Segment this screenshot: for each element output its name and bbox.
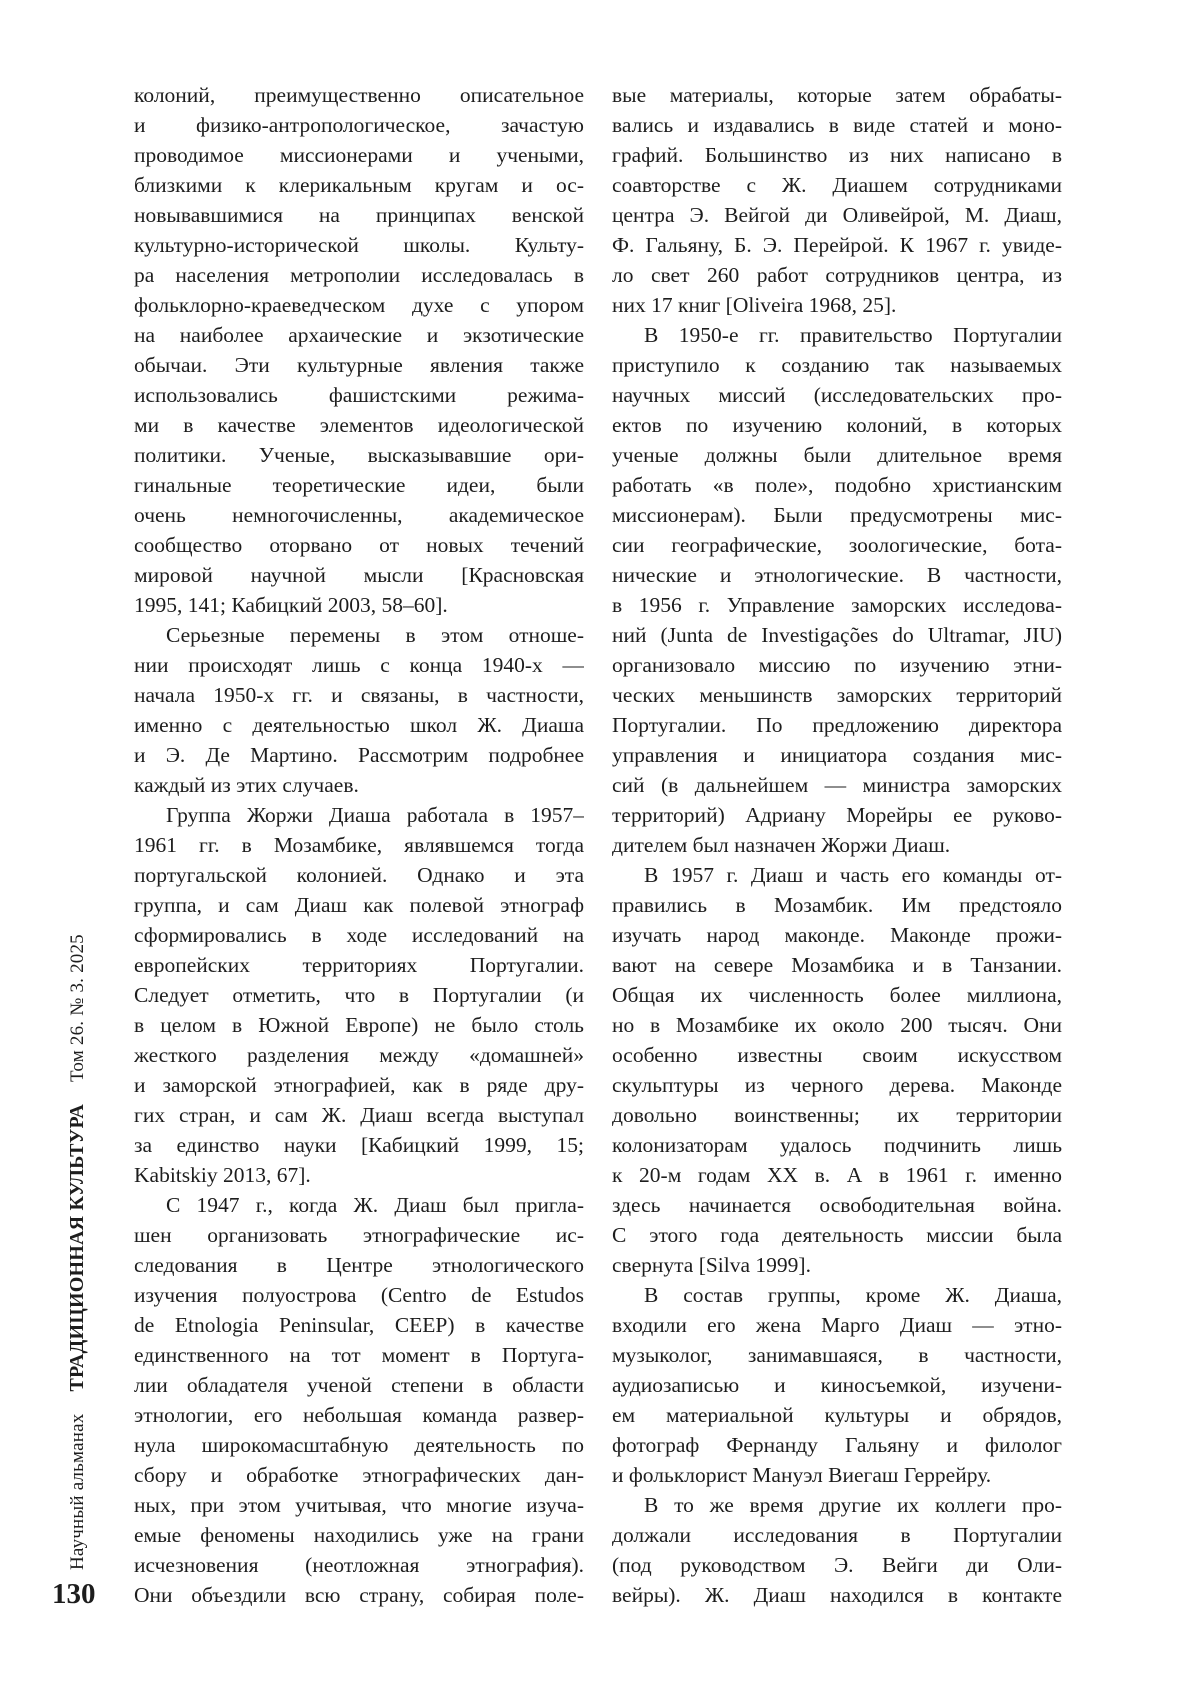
text-line: С 1947 г., когда Ж. Диаш был пригла-: [166, 1193, 584, 1217]
text-line: сий (в дальнейшем — министра заморских: [612, 773, 1062, 797]
text-line: В то же время другие их коллеги про-: [644, 1493, 1062, 1517]
text-line: нические и этнологические. В частности,: [612, 563, 1062, 587]
text-line: Общая их численность более миллиона,: [612, 983, 1062, 1007]
text-line: Ф. Гальяну, Б. Э. Перейрой. К 1967 г. увиде-: [612, 233, 1062, 257]
text-line: и Э. Де Мартино. Рассмотрим подробнее: [134, 743, 584, 767]
text-line: использовались фашистскими режима-: [134, 383, 584, 407]
text-line: сбору и обработке этнографических дан-: [134, 1463, 584, 1487]
text-line: следования в Центре этнологического: [134, 1253, 584, 1277]
text-line: входили его жена Марго Диаш — этно-: [612, 1313, 1062, 1337]
text-line: именно с деятельностью школ Ж. Диаша: [134, 713, 584, 737]
text-line: колоний, преимущественно описательное: [134, 83, 584, 107]
text-line: ми в качестве элементов идеологической: [134, 413, 584, 437]
text-line: гих стран, и сам Ж. Диаш всегда выступал: [134, 1103, 584, 1127]
text-line: В 1957 г. Диаш и часть его команды от-: [644, 863, 1062, 887]
text-line: емые феномены находились уже на грани: [134, 1523, 584, 1547]
text-line: в целом в Южной Европе) не было столь: [134, 1013, 584, 1037]
text-line: культурно-исторической школы. Культу-: [134, 233, 584, 257]
text-line: должали исследования в Португалии: [612, 1523, 1062, 1547]
text-line: португальской колонией. Однако и эта: [134, 863, 584, 887]
text-line: политики. Ученые, высказывавшие ори-: [134, 443, 584, 467]
text-line: ных, при этом учитывая, что многие изуча-: [134, 1493, 584, 1517]
text-columns: [134, 80, 1062, 1610]
text-line: них 17 книг [Oliveira 1968, 25].: [612, 293, 897, 317]
text-line: очень немногочисленны, академическое: [134, 503, 584, 527]
text-line: европейских территориях Португалии.: [134, 953, 584, 977]
text-line: нула широкомасштабную деятельность по: [134, 1433, 584, 1457]
text-line: Следует отметить, что в Португалии (и: [134, 983, 584, 1007]
text-line: каждый из этих случаев.: [134, 773, 359, 797]
text-line: начала 1950-х гг. и связаны, в частности,: [134, 683, 584, 707]
volume-issue: Том 26. № 3. 2025: [67, 934, 88, 1082]
text-line: музыколог, занимавшаяся, в частности,: [612, 1343, 1062, 1367]
text-line: за единство науки [Кабицкий 1999, 15;: [134, 1133, 584, 1157]
text-line: проводимое миссионерами и учеными,: [134, 143, 584, 167]
text-line: центра Э. Вейгой ди Оливейрой, М. Диаш,: [612, 203, 1062, 227]
text-line: и фольклорист Мануэл Виегаш Геррейру.: [612, 1463, 992, 1487]
text-line: изучения полуострова (Centro de Estudos: [134, 1283, 584, 1307]
text-line: аудиозаписью и киносъемкой, изучени-: [612, 1373, 1062, 1397]
text-line: на наиболее архаические и экзотические: [134, 323, 584, 347]
text-line: 1995, 141; Кабицкий 2003, 58–60].: [134, 593, 448, 617]
text-line: В состав группы, кроме Ж. Диаша,: [644, 1283, 1062, 1307]
text-line: соавторстве с Ж. Диашем сотрудниками: [612, 173, 1062, 197]
text-line: свернута [Silva 1999].: [612, 1253, 811, 1277]
text-line: обычаи. Эти культурные явления также: [134, 353, 584, 377]
text-line: единственного на тот момент в Португа-: [134, 1343, 584, 1367]
text-line: научных миссий (исследовательских про-: [612, 383, 1062, 407]
text-line: этнологии, его небольшая команда развер-: [134, 1403, 584, 1427]
text-line: С этого года деятельность миссии была: [612, 1223, 1062, 1247]
text-line: миссионерам). Были предусмотрены мис-: [612, 503, 1062, 527]
text-line: Группа Жоржи Диаша работала в 1957–: [166, 803, 584, 827]
text-line: ученые должны были длительное время: [612, 443, 1062, 467]
text-line: но в Мозамбике их около 200 тысяч. Они: [612, 1013, 1062, 1037]
text-line: сформировались в ходе исследований на: [134, 923, 584, 947]
text-line: изучать народ маконде. Маконде прожи-: [612, 923, 1062, 947]
text-line: вые материалы, которые затем обрабаты-: [612, 83, 1062, 107]
text-line: ра населения метрополии исследовалась в: [134, 263, 584, 287]
text-line: особенно известны своим искусством: [612, 1043, 1062, 1067]
text-line: 1961 гг. в Мозамбике, являвшемся тогда: [134, 833, 584, 857]
text-line: и физико-антропологическое, зачастую: [134, 113, 584, 137]
text-line: исчезновения (неотложная этнография).: [134, 1553, 584, 1577]
text-line: вейры). Ж. Диаш находился в контакте: [612, 1583, 1062, 1607]
text-line: ектов по изучению колоний, в которых: [612, 413, 1062, 437]
journal-title: ТРАДИЦИОННАЯ КУЛЬТУРА: [66, 1104, 88, 1392]
text-line: Они объездили всю страну, собирая поле-: [134, 1583, 584, 1607]
sidebar-running-title: [66, 934, 89, 1570]
text-line: мировой научной мысли [Красновская: [134, 563, 584, 587]
page-number: 130: [52, 1578, 96, 1610]
text-line: фольклорно-краеведческом духе с упором: [134, 293, 584, 317]
text-line: к 20-м годам XX в. А в 1961 г. именно: [612, 1163, 1062, 1187]
text-line: организовало миссию по изучению этни-: [612, 653, 1062, 677]
text-line: графий. Большинство из них написано в: [612, 143, 1062, 167]
text-line: вают на севере Мозамбика и в Танзании.: [612, 953, 1062, 977]
text-line: ло свет 260 работ сотрудников центра, из: [612, 263, 1062, 287]
text-line: Kabitskiy 2013, 67].: [134, 1163, 311, 1187]
text-line: довольно воинственны; их территории: [612, 1103, 1062, 1127]
text-line: лии обладателя ученой степени в области: [134, 1373, 584, 1397]
text-line: правились в Мозамбик. Им предстояло: [612, 893, 1062, 917]
text-line: гинальные теоретические идеи, были: [134, 473, 584, 497]
text-line: фотограф Фернанду Гальяну и филолог: [612, 1433, 1062, 1457]
text-line: в 1956 г. Управление заморских исследова-: [612, 593, 1062, 617]
text-line: ний (Junta de Investigações do Ultramar, JIU): [612, 623, 1062, 647]
text-line: шен организовать этнографические ис-: [134, 1223, 584, 1247]
text-column-1: [134, 80, 584, 1610]
text-line: приступило к созданию так называемых: [612, 353, 1062, 377]
text-line: скульптуры из черного дерева. Маконде: [612, 1073, 1062, 1097]
text-line: (под руководством Э. Вейги ди Оли-: [612, 1553, 1062, 1577]
text-line: близкими к клерикальным кругам и ос-: [134, 173, 584, 197]
text-line: нии происходят лишь с конца 1940-х —: [134, 653, 584, 677]
almanac-title: Научный альманах: [67, 1413, 88, 1570]
text-line: В 1950-е гг. правительство Португалии: [644, 323, 1062, 347]
text-line: Серьезные перемены в этом отноше-: [166, 623, 584, 647]
text-line: вались и издавались в виде статей и моно-: [612, 113, 1062, 137]
text-line: работать «в поле», подобно христианским: [612, 473, 1062, 497]
text-line: ческих меньшинств заморских территорий: [612, 683, 1062, 707]
text-line: колонизаторам удалось подчинить лишь: [612, 1133, 1062, 1157]
text-line: жесткого разделения между «домашней»: [134, 1043, 584, 1067]
text-line: de Etnologia Peninsular, CEEP) в качестве: [134, 1313, 584, 1337]
text-line: группа, и сам Диаш как полевой этнограф: [134, 893, 584, 917]
text-line: территорий) Адриану Морейры ее руково-: [612, 803, 1062, 827]
text-line: сии географические, зоологические, бота-: [612, 533, 1062, 557]
text-line: и заморской этнографией, как в ряде дру-: [134, 1073, 584, 1097]
text-line: сообщество оторвано от новых течений: [134, 533, 584, 557]
text-line: Португалии. По предложению директора: [612, 713, 1062, 737]
text-column-2: [612, 80, 1062, 1610]
text-line: ем материальной культуры и обрядов,: [612, 1403, 1062, 1427]
text-line: дителем был назначен Жоржи Диаш.: [612, 833, 951, 857]
text-line: здесь начинается освободительная война.: [612, 1193, 1062, 1217]
text-line: управления и инициатора создания мис-: [612, 743, 1062, 767]
text-line: новывавшимися на принципах венской: [134, 203, 584, 227]
